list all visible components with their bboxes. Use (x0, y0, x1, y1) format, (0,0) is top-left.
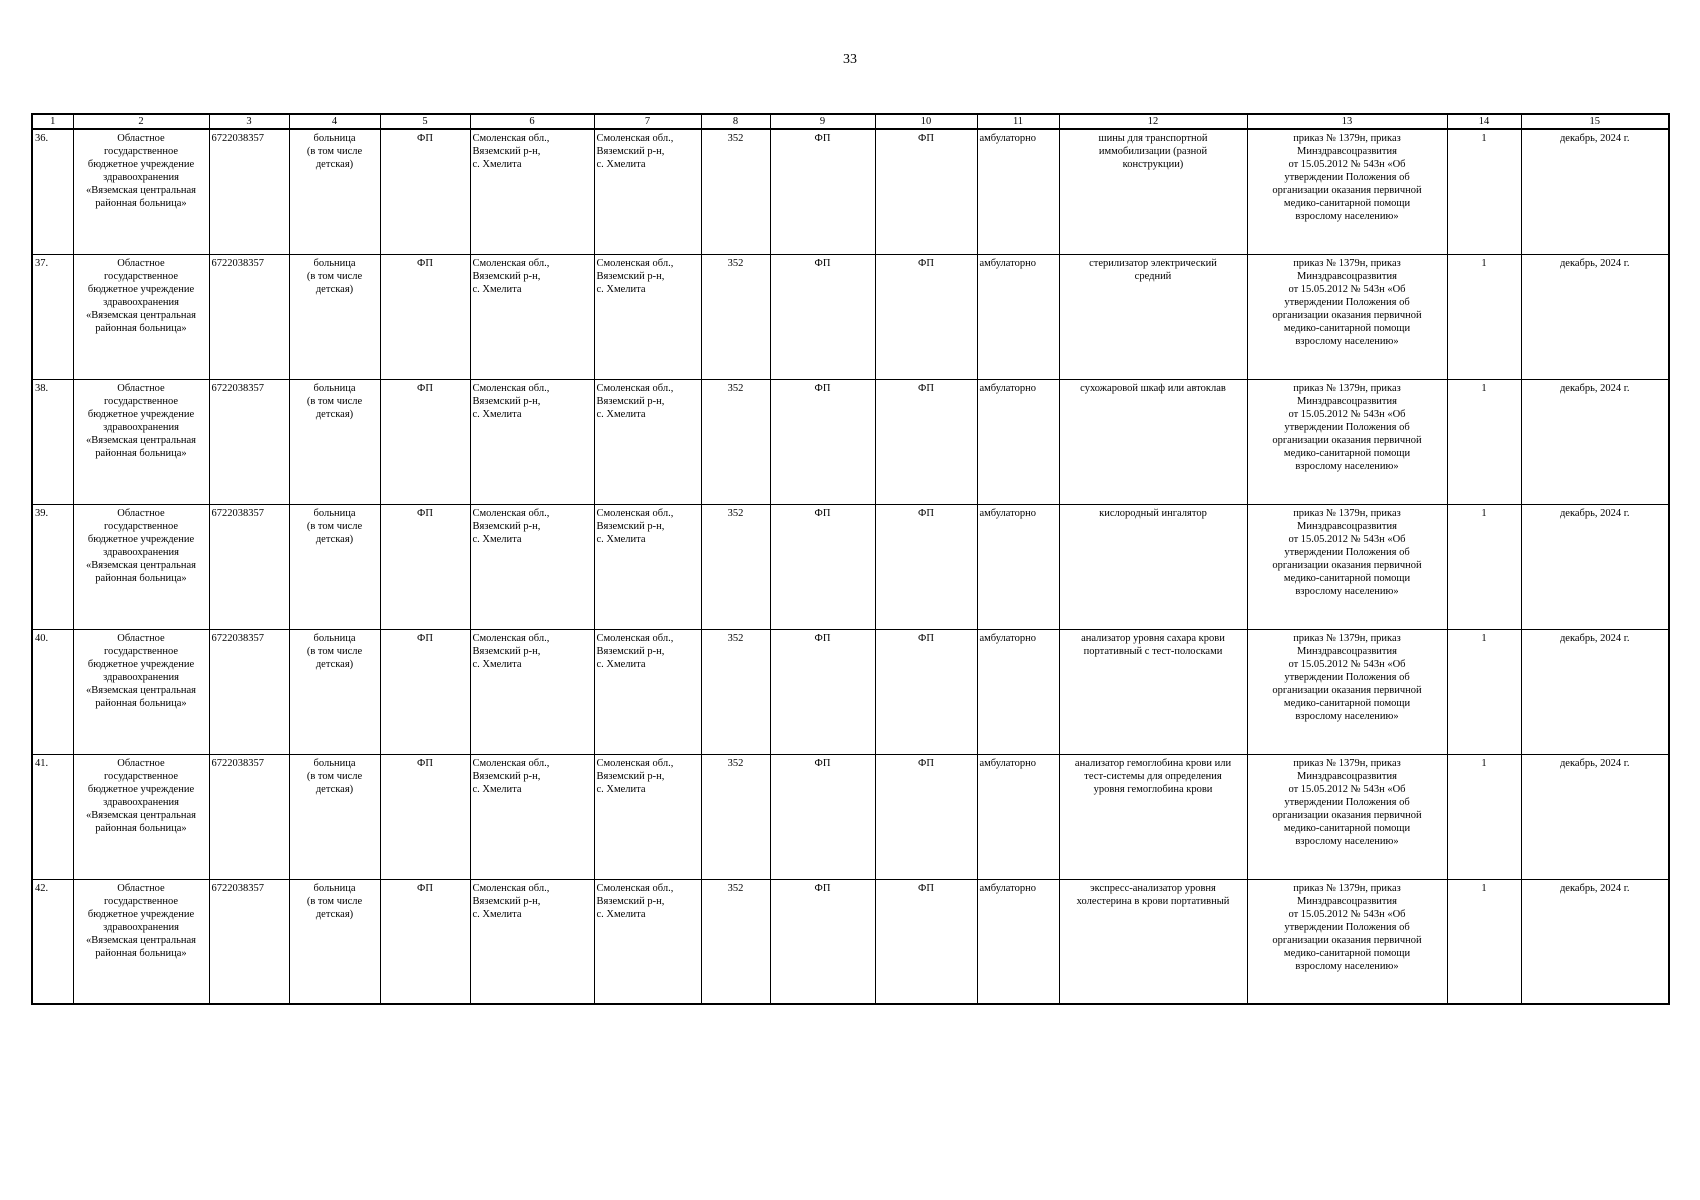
column-header: 7 (594, 114, 701, 129)
table-row (32, 254, 1669, 379)
column-10-value: ФП (875, 379, 977, 504)
unit-type: ФП (380, 504, 470, 629)
column-header: 13 (1247, 114, 1447, 129)
population-count: 352 (701, 754, 770, 879)
table-row (32, 379, 1669, 504)
row-number: 40. (32, 629, 73, 754)
column-9-value: ФП (770, 254, 875, 379)
quantity: 1 (1447, 629, 1521, 754)
equipment-name: сухожаровой шкаф или автоклав (1059, 379, 1247, 504)
legal-basis: приказ № 1379н, приказ Минздравсоцразвития от 15.05.2012 № 543н «Об утверждении Положения об организации оказания первичной медико-санитарной помощи взрослому населению» (1247, 629, 1447, 754)
column-header: 10 (875, 114, 977, 129)
legal-basis: приказ № 1379н, приказ Минздравсоцразвития от 15.05.2012 № 543н «Об утверждении Положения об организации оказания первичной медико-санитарной помощи взрослому населению» (1247, 754, 1447, 879)
column-9-value: ФП (770, 504, 875, 629)
address-actual: Смоленская обл., Вяземский р-н, с. Хмелита (594, 254, 701, 379)
care-condition: амбулаторно (977, 379, 1059, 504)
address-actual: Смоленская обл., Вяземский р-н, с. Хмелита (594, 504, 701, 629)
column-header: 14 (1447, 114, 1521, 129)
equipment-name: кислородный ингалятор (1059, 504, 1247, 629)
table-row (32, 504, 1669, 629)
inn-code: 6722038357 (209, 629, 289, 754)
column-10-value: ФП (875, 754, 977, 879)
column-10-value: ФП (875, 254, 977, 379)
legal-basis: приказ № 1379н, приказ Минздравсоцразвития от 15.05.2012 № 543н «Об утверждении Положения об организации оказания первичной медико-санитарной помощи взрослому населению» (1247, 379, 1447, 504)
inn-code: 6722038357 (209, 504, 289, 629)
facility-type: больница (в том числе детская) (289, 129, 380, 254)
population-count: 352 (701, 254, 770, 379)
delivery-date: декабрь, 2024 г. (1521, 504, 1669, 629)
unit-type: ФП (380, 379, 470, 504)
address-legal: Смоленская обл., Вяземский р-н, с. Хмелита (470, 129, 594, 254)
legal-basis: приказ № 1379н, приказ Минздравсоцразвития от 15.05.2012 № 543н «Об утверждении Положения об организации оказания первичной медико-санитарной помощи взрослому населению» (1247, 504, 1447, 629)
column-header: 1 (32, 114, 73, 129)
quantity: 1 (1447, 129, 1521, 254)
organization-name: Областное государственное бюджетное учреждение здравоохранения «Вяземская центральная районная больница» (73, 879, 209, 1004)
legal-basis: приказ № 1379н, приказ Минздравсоцразвития от 15.05.2012 № 543н «Об утверждении Положения об организации оказания первичной медико-санитарной помощи взрослому населению» (1247, 254, 1447, 379)
facility-type: больница (в том числе детская) (289, 879, 380, 1004)
equipment-table (31, 113, 1670, 1005)
organization-name: Областное государственное бюджетное учреждение здравоохранения «Вяземская центральная районная больница» (73, 504, 209, 629)
column-9-value: ФП (770, 379, 875, 504)
organization-name: Областное государственное бюджетное учреждение здравоохранения «Вяземская центральная районная больница» (73, 629, 209, 754)
organization-name: Областное государственное бюджетное учреждение здравоохранения «Вяземская центральная районная больница» (73, 254, 209, 379)
address-actual: Смоленская обл., Вяземский р-н, с. Хмелита (594, 754, 701, 879)
facility-type: больница (в том числе детская) (289, 254, 380, 379)
legal-basis: приказ № 1379н, приказ Минздравсоцразвития от 15.05.2012 № 543н «Об утверждении Положения об организации оказания первичной медико-санитарной помощи взрослому населению» (1247, 129, 1447, 254)
row-number: 39. (32, 504, 73, 629)
unit-type: ФП (380, 629, 470, 754)
delivery-date: декабрь, 2024 г. (1521, 754, 1669, 879)
address-legal: Смоленская обл., Вяземский р-н, с. Хмелита (470, 879, 594, 1004)
address-legal: Смоленская обл., Вяземский р-н, с. Хмелита (470, 504, 594, 629)
facility-type: больница (в том числе детская) (289, 754, 380, 879)
population-count: 352 (701, 129, 770, 254)
organization-name: Областное государственное бюджетное учреждение здравоохранения «Вяземская центральная районная больница» (73, 754, 209, 879)
column-header: 15 (1521, 114, 1669, 129)
column-header: 2 (73, 114, 209, 129)
column-header: 3 (209, 114, 289, 129)
address-actual: Смоленская обл., Вяземский р-н, с. Хмелита (594, 129, 701, 254)
column-header: 6 (470, 114, 594, 129)
care-condition: амбулаторно (977, 129, 1059, 254)
population-count: 352 (701, 379, 770, 504)
column-number-row (32, 114, 1669, 129)
page-number: 33 (843, 52, 857, 67)
column-header: 4 (289, 114, 380, 129)
address-legal: Смоленская обл., Вяземский р-н, с. Хмелита (470, 254, 594, 379)
delivery-date: декабрь, 2024 г. (1521, 879, 1669, 1004)
quantity: 1 (1447, 379, 1521, 504)
equipment-name: анализатор уровня сахара крови портативный с тест-полосками (1059, 629, 1247, 754)
delivery-date: декабрь, 2024 г. (1521, 629, 1669, 754)
column-9-value: ФП (770, 129, 875, 254)
inn-code: 6722038357 (209, 754, 289, 879)
column-header: 12 (1059, 114, 1247, 129)
organization-name: Областное государственное бюджетное учреждение здравоохранения «Вяземская центральная районная больница» (73, 379, 209, 504)
table-row (32, 754, 1669, 879)
equipment-name: анализатор гемоглобина крови или тест-системы для определения уровня гемоглобина крови (1059, 754, 1247, 879)
table-row (32, 129, 1669, 254)
unit-type: ФП (380, 879, 470, 1004)
inn-code: 6722038357 (209, 129, 289, 254)
quantity: 1 (1447, 754, 1521, 879)
address-actual: Смоленская обл., Вяземский р-н, с. Хмелита (594, 879, 701, 1004)
equipment-name: экспресс-анализатор уровня холестерина в крови портативный (1059, 879, 1247, 1004)
equipment-name: шины для транспортной иммобилизации (разной конструкции) (1059, 129, 1247, 254)
column-10-value: ФП (875, 879, 977, 1004)
care-condition: амбулаторно (977, 629, 1059, 754)
unit-type: ФП (380, 254, 470, 379)
facility-type: больница (в том числе детская) (289, 379, 380, 504)
population-count: 352 (701, 629, 770, 754)
row-number: 42. (32, 879, 73, 1004)
row-number: 37. (32, 254, 73, 379)
address-legal: Смоленская обл., Вяземский р-н, с. Хмелита (470, 754, 594, 879)
column-header: 9 (770, 114, 875, 129)
care-condition: амбулаторно (977, 754, 1059, 879)
inn-code: 6722038357 (209, 379, 289, 504)
column-9-value: ФП (770, 879, 875, 1004)
column-9-value: ФП (770, 629, 875, 754)
address-actual: Смоленская обл., Вяземский р-н, с. Хмелита (594, 629, 701, 754)
population-count: 352 (701, 879, 770, 1004)
column-9-value: ФП (770, 754, 875, 879)
column-header: 8 (701, 114, 770, 129)
delivery-date: декабрь, 2024 г. (1521, 129, 1669, 254)
column-10-value: ФП (875, 629, 977, 754)
equipment-name: стерилизатор электрический средний (1059, 254, 1247, 379)
column-header: 5 (380, 114, 470, 129)
unit-type: ФП (380, 754, 470, 879)
inn-code: 6722038357 (209, 879, 289, 1004)
delivery-date: декабрь, 2024 г. (1521, 254, 1669, 379)
table-row (32, 629, 1669, 754)
inn-code: 6722038357 (209, 254, 289, 379)
facility-type: больница (в том числе детская) (289, 504, 380, 629)
table-row (32, 879, 1669, 1004)
row-number: 41. (32, 754, 73, 879)
unit-type: ФП (380, 129, 470, 254)
row-number: 38. (32, 379, 73, 504)
quantity: 1 (1447, 879, 1521, 1004)
care-condition: амбулаторно (977, 254, 1059, 379)
column-10-value: ФП (875, 504, 977, 629)
column-header: 11 (977, 114, 1059, 129)
care-condition: амбулаторно (977, 879, 1059, 1004)
quantity: 1 (1447, 504, 1521, 629)
population-count: 352 (701, 504, 770, 629)
address-legal: Смоленская обл., Вяземский р-н, с. Хмелита (470, 379, 594, 504)
address-actual: Смоленская обл., Вяземский р-н, с. Хмелита (594, 379, 701, 504)
row-number: 36. (32, 129, 73, 254)
column-10-value: ФП (875, 129, 977, 254)
address-legal: Смоленская обл., Вяземский р-н, с. Хмелита (470, 629, 594, 754)
delivery-date: декабрь, 2024 г. (1521, 379, 1669, 504)
legal-basis: приказ № 1379н, приказ Минздравсоцразвития от 15.05.2012 № 543н «Об утверждении Положения об организации оказания первичной медико-санитарной помощи взрослому населению» (1247, 879, 1447, 1004)
organization-name: Областное государственное бюджетное учреждение здравоохранения «Вяземская центральная районная больница» (73, 129, 209, 254)
care-condition: амбулаторно (977, 504, 1059, 629)
facility-type: больница (в том числе детская) (289, 629, 380, 754)
quantity: 1 (1447, 254, 1521, 379)
